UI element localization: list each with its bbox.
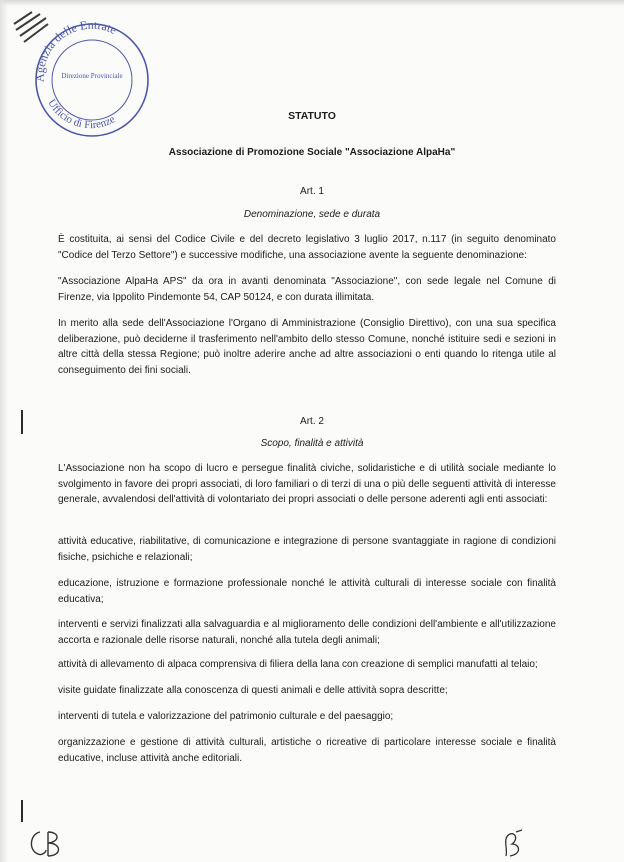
scan-shadow-left	[0, 0, 8, 862]
stamp-ring-text: Agenzia delle Entrate	[32, 17, 119, 83]
article-1-paragraph-1: È costituita, ai sensi del Codice Civile e del decreto legislativo 3 luglio 2017, n.117 (in seguito denominato "Codice del Terzo Settore") e successive modifiche, una associazione avente la seguente denominazione:	[58, 234, 556, 261]
article-2-item-4: attività di allevamento di alpaca comprensiva di filiera della lana con creazione di semplici manufatti al telaio;	[58, 659, 538, 670]
article-2-item-6: interventi di tutela e valorizzazione del patrimonio culturale e del paesaggio;	[58, 711, 394, 722]
article-2-item-2: educazione, istruzione e formazione professionale nonché le attività culturali di interesse sociale con finalità educativa;	[58, 578, 556, 605]
initials-left-signature	[26, 826, 66, 860]
article-2-paragraph-1: L'Associazione non ha scopo di lucro e persegue finalità civiche, solidaristiche e di utilità sociale mediante lo svolgimento in favore dei propri associati, di loro familiari o di terzi di una o più delle seguenti attività di interesse generale, avvalendosi dell'attività di volontariato dei propri associati o delle persone aderenti agli enti associati:	[58, 463, 556, 505]
article-1-number: Art. 1	[300, 186, 324, 197]
article-2-item-7: organizzazione e gestione di attività culturali, artistiche o ricreative di particolare interesse sociale e finalità educative, incluse attività anche editoriali.	[58, 737, 556, 764]
stamp-bottom-text: Ufficio di Firenze	[45, 97, 118, 132]
article-1-paragraph-2: "Associazione AlpaHa APS" da ora in avanti denominata "Associazione", con sede legale nel Comune di Firenze, via Ippolito Pindemonte 54, CAP 50124, e con durata illimitata.	[58, 276, 556, 303]
article-2-item-1: attività educative, riabilitative, di comunicazione e integrazione di persone svantaggiate in ragione di condizioni fisiche, psichiche e relazionali;	[58, 536, 556, 563]
stamp-inner-text: Direzione Provinciale	[61, 72, 123, 80]
article-2-heading: Scopo, finalità e attività	[260, 438, 364, 449]
article-1-paragraph-3: In merito alla sede dell'Associazione l'Organo di Amministrazione (Consiglio Direttivo), con una sua specifica deliberazione, può deciderne il trasferimento nell'ambito dello stesso Comune, nonché istituire sedi e sezioni in altre città della stessa Regione; può inoltre aderire anche ad altre associazioni o enti quando lo ritenga utile al conseguimento dei fini sociali.	[58, 318, 556, 376]
article-2-item-5: visite guidate finalizzate alla conoscenza di questi animali e delle attività sopra descritte;	[58, 685, 448, 696]
document-title: STATUTO	[288, 110, 336, 122]
initials-right-signature	[496, 828, 530, 860]
agency-stamp	[20, 6, 160, 146]
article-2-number: Art. 2	[300, 416, 324, 427]
article-2-item-3: interventi e servizi finalizzati alla salvaguardia e al miglioramento delle condizioni dell'ambiente e all'utilizzazione accorta e razionale delle risorse naturali, nonché alla tutela degli animali;	[58, 619, 556, 646]
document-subtitle: Associazione di Promozione Sociale "Associazione AlpaHa"	[168, 147, 456, 158]
margin-mark-bottom	[21, 800, 23, 822]
article-1-heading: Denominazione, sede e durata	[243, 209, 381, 220]
